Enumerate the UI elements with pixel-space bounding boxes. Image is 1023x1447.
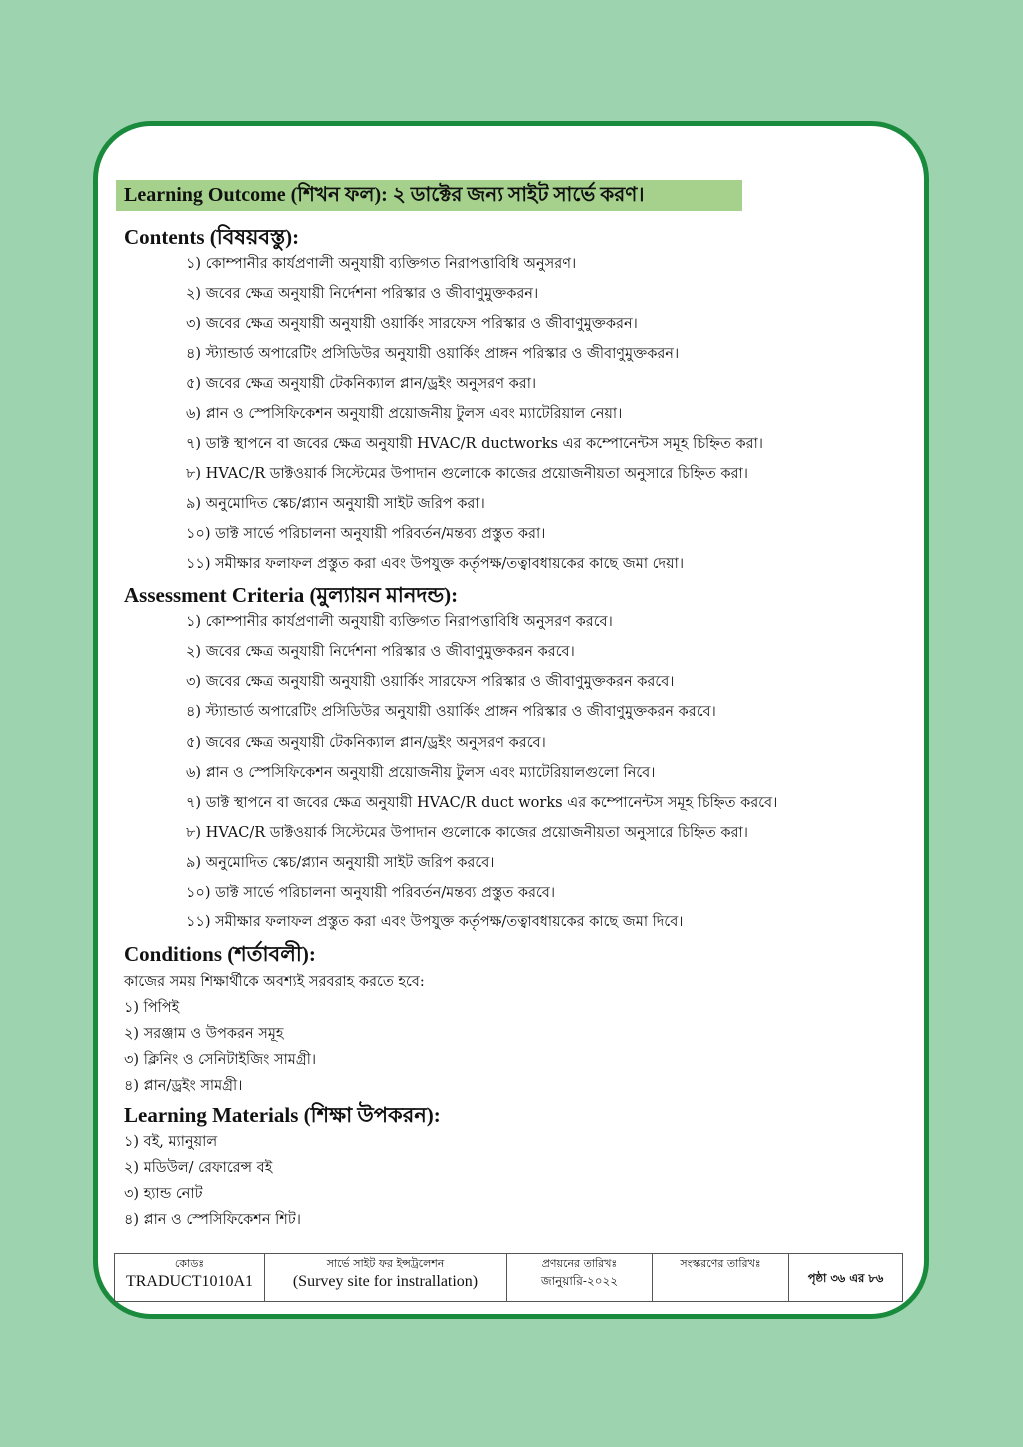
- footer-prep-date-label: প্রণয়নের তারিখঃ: [541, 1257, 618, 1270]
- footer-title-value: (Survey site for instrallation): [292, 1273, 479, 1290]
- contents-item: ১০) ডাক্ট সার্ভে পরিচালনা অনুযায়ী পরিবর্তন/মন্তব্য প্রস্তুত করা।: [186, 526, 546, 542]
- conditions-item: ৪) প্লান/ড্রইং সামগ্রী।: [124, 1078, 243, 1094]
- conditions-item: ২) সরঞ্জাম ও উপকরন সমূহ: [124, 1026, 284, 1042]
- assessment-item: ৯) অনুমোদিত স্কেচ/প্ল্যান অনুযায়ী সাইট জরিপ করবে।: [186, 855, 495, 871]
- contents-item: ১১) সমীক্ষার ফলাফল প্রস্তুত করা এবং উপযুক্ত কর্তৃপক্ষ/তত্বাবধায়কের কাছে জমা দেয়া।: [186, 556, 685, 572]
- assessment-item: ৬) প্লান ও স্পেসিফিকেশন অনুযায়ী প্রয়োজনীয় টুলস এবং ম্যাটেরিয়ালগুলো নিবে।: [186, 765, 656, 781]
- contents-item: ৭) ডাক্ট স্থাপনে বা জবের ক্ষেত্র অনুযায়ী HVAC/R ductworks এর কম্পোনেন্টস সমূহ চিহ্নিত করা।: [186, 436, 763, 452]
- assessment-item: ১) কোম্পানীর কার্যপ্রণালী অনুযায়ী ব্যক্তিগত নিরাপত্তাবিধি অনুসরণ করবে।: [186, 614, 613, 630]
- footer-title-cell: [265, 1254, 507, 1302]
- contents-item: ৬) প্লান ও স্পেসিফিকেশন অনুযায়ী প্রয়োজনীয় টুলস এবং ম্যাটেরিয়াল নেয়া।: [186, 406, 623, 422]
- page-number: পৃষ্ঠা ৩৬ এর ৮৬: [807, 1270, 884, 1285]
- assessment-item: ১১) সমীক্ষার ফলাফল প্রস্তুত করা এবং উপযুক্ত কর্তৃপক্ষ/তত্বাবধায়কের কাছে জমা দিবে।: [186, 914, 684, 930]
- contents-item: ৩) জবের ক্ষেত্র অনুযায়ী অনুযায়ী ওয়ার্কিং সারফেস পরিস্কার ও জীবাণুমুক্তকরন।: [186, 316, 638, 332]
- footer-revision-cell: [653, 1254, 789, 1302]
- materials-item: ১) বই, ম্যানুয়াল: [124, 1134, 218, 1150]
- footer-code-value: TRADUCT1010A1: [125, 1273, 254, 1290]
- assessment-item: ১০) ডাক্ট সার্ভে পরিচালনা অনুযায়ী পরিবর্তন/মন্তব্য প্রস্তুত করবে।: [186, 885, 556, 901]
- assessment-item: ৮) HVAC/R ডাক্টওয়ার্ক সিস্টেমের উপাদান গুলোকে কাজের প্রয়োজনীয়তা অনুসারে চিহ্নিত করা।: [186, 825, 748, 841]
- footer-code-label: কোডঃ: [174, 1257, 205, 1270]
- assessment-item: ৩) জবের ক্ষেত্র অনুযায়ী অনুযায়ী ওয়ার্কিং সারফেস পরিস্কার ও জীবাণুমুক্তকরন করবে।: [186, 674, 675, 690]
- footer-code-cell: [115, 1254, 265, 1302]
- materials-heading: Learning Materials (শিক্ষা উপকরন):: [124, 1103, 441, 1127]
- assessment-item: ২) জবের ক্ষেত্র অনুযায়ী নির্দেশনা পরিস্কার ও জীবাণুমুক্তকরন করবে।: [186, 644, 575, 660]
- footer-prep-date-cell: [507, 1254, 653, 1302]
- conditions-intro: কাজের সময় শিক্ষার্থীকে অবশ্যই সরবরাহ করতে হবে:: [124, 974, 425, 990]
- assessment-item: ৭) ডাক্ট স্থাপনে বা জবের ক্ষেত্র অনুযায়ী HVAC/R duct works এর কম্পোনেন্টস সমূহ চিহ্নিত করবে।: [186, 795, 778, 811]
- materials-item: ৪) প্লান ও স্পেসিফিকেশন শিট।: [124, 1212, 301, 1228]
- footer-title-label: সার্ভে সাইট ফর ইন্সট্রলেশন: [326, 1257, 445, 1270]
- assessment-item: ৫) জবের ক্ষেত্র অনুযায়ী টেকনিক্যাল প্লান/ড্রইং অনুসরণ করবে।: [186, 735, 546, 751]
- assessment-heading: Assessment Criteria (মুল্যায়ন মানদন্ড):: [124, 583, 459, 607]
- contents-item: ১) কোম্পানীর কার্যপ্রণালী অনুযায়ী ব্যক্তিগত নিরাপত্তাবিধি অনুসরণ।: [186, 256, 577, 272]
- contents-item: ২) জবের ক্ষেত্র অনুযায়ী নির্দেশনা পরিস্কার ও জীবাণুমুক্তকরন।: [186, 286, 539, 302]
- contents-item: ৯) অনুমোদিত স্কেচ/প্ল্যান অনুযায়ী সাইট জরিপ করা।: [186, 496, 485, 512]
- materials-item: ৩) হ্যান্ড নোট: [124, 1186, 203, 1202]
- contents-item: ৫) জবের ক্ষেত্র অনুযায়ী টেকনিক্যাল প্লান/ড্রইং অনুসরণ করা।: [186, 376, 537, 392]
- contents-item: ৪) স্ট্যান্ডার্ড অপারেটিং প্রসিডিউর অনুযায়ী ওয়ার্কিং প্রাঙ্গন পরিস্কার ও জীবাণুমুক্তকরন।: [186, 346, 680, 362]
- contents-heading: Contents (বিষয়বস্তু):: [124, 225, 300, 249]
- footer-page-cell: [789, 1254, 903, 1302]
- learning-outcome-banner: Learning Outcome (শিখন ফল): ২ ডাক্টের জন্য সাইট সার্ভে করণ।: [116, 180, 742, 211]
- conditions-item: ৩) ক্লিনিং ও সেনিটাইজিং সামগ্রী।: [124, 1052, 317, 1068]
- footer-prep-date-value: জানুয়ারি-২০২২: [540, 1274, 619, 1288]
- materials-item: ২) মডিউল/ রেফারেন্স বই: [124, 1160, 273, 1176]
- footer-revision-label: সংস্করণের তারিখঃ: [680, 1257, 761, 1270]
- footer-table: [114, 1253, 903, 1302]
- conditions-heading: Conditions (শর্তাবলী):: [124, 942, 316, 966]
- assessment-item: ৪) স্ট্যান্ডার্ড অপারেটিং প্রসিডিউর অনুযায়ী ওয়ার্কিং প্রাঙ্গন পরিস্কার ও জীবাণুমুক্তকরন করবে।: [186, 704, 716, 720]
- contents-item: ৮) HVAC/R ডাক্টওয়ার্ক সিস্টেমের উপাদান গুলোকে কাজের প্রয়োজনীয়তা অনুসারে চিহ্নিত করা।: [186, 466, 748, 482]
- conditions-item: ১) পিপিই: [124, 1000, 180, 1016]
